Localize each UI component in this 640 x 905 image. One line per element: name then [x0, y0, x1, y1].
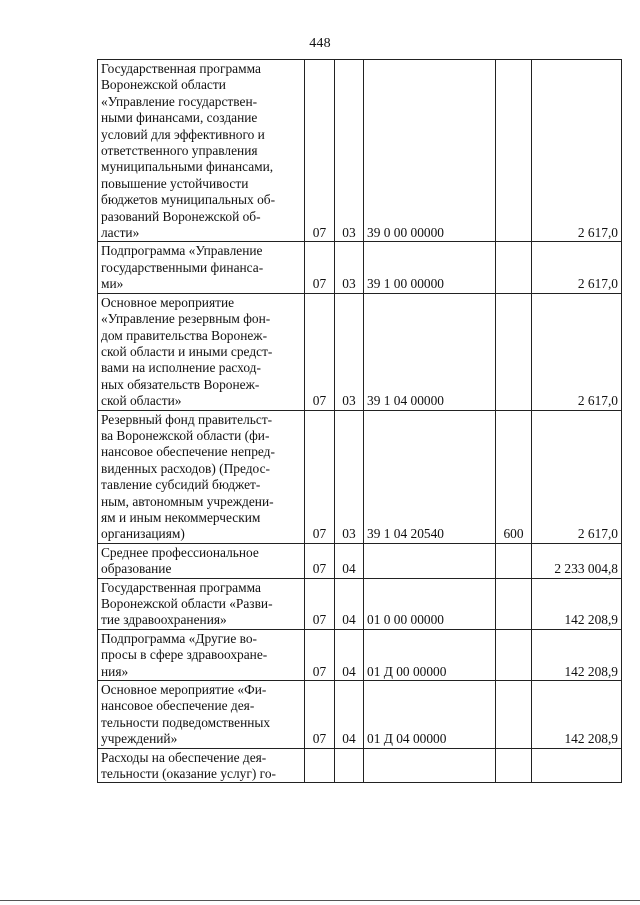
expense-type-cell	[496, 748, 532, 783]
section-code-cell	[305, 748, 335, 783]
expense-type-cell	[496, 629, 532, 680]
table-row	[98, 293, 622, 410]
section-code-cell: 07	[305, 293, 335, 410]
target-article-cell	[364, 748, 496, 783]
table-row	[98, 60, 622, 242]
section-code-cell: 07	[305, 242, 335, 293]
amount-cell	[532, 748, 622, 783]
table-row	[98, 681, 622, 749]
target-article-cell: 39 1 04 20540	[364, 410, 496, 543]
subsection-code-cell	[335, 748, 364, 783]
row-name-cell: Государственная программа Воронежской области «Управление государствен- ными финансами, создание условий для эффективного и ответственного управления муниципальными финансами, повышение устойчивости бюджетов муниципальных об- разований Воронежской об- ласти»	[98, 60, 305, 242]
table-row	[98, 748, 622, 783]
table-row	[98, 629, 622, 680]
table-row	[98, 410, 622, 543]
expense-type-cell	[496, 293, 532, 410]
target-article-cell: 39 1 00 00000	[364, 242, 496, 293]
amount-cell: 2 617,0	[532, 60, 622, 242]
section-code-cell: 07	[305, 60, 335, 242]
table-row	[98, 242, 622, 293]
section-code-cell: 07	[305, 543, 335, 578]
subsection-code-cell: 04	[335, 578, 364, 629]
row-name-cell: Подпрограмма «Управление государственными финанса- ми»	[98, 242, 305, 293]
budget-table-body	[98, 60, 622, 783]
expense-type-cell	[496, 543, 532, 578]
amount-cell: 2 617,0	[532, 410, 622, 543]
amount-cell: 2 233 004,8	[532, 543, 622, 578]
table-row	[98, 578, 622, 629]
subsection-code-cell: 03	[335, 60, 364, 242]
section-code-cell: 07	[305, 629, 335, 680]
page-number: 448	[309, 36, 331, 51]
table-row	[98, 543, 622, 578]
subsection-code-cell: 04	[335, 629, 364, 680]
subsection-code-cell: 03	[335, 410, 364, 543]
subsection-code-cell: 03	[335, 293, 364, 410]
amount-cell: 2 617,0	[532, 293, 622, 410]
expense-type-cell	[496, 578, 532, 629]
target-article-cell	[364, 543, 496, 578]
target-article-cell: 39 1 04 00000	[364, 293, 496, 410]
row-name-cell: Основное мероприятие «Фи- нансовое обеспечение дея- тельности подведомственных учреждений»	[98, 681, 305, 749]
expense-type-cell	[496, 242, 532, 293]
amount-cell: 142 208,9	[532, 578, 622, 629]
row-name-cell: Государственная программа Воронежской области «Разви- тие здравоохранения»	[98, 578, 305, 629]
row-name-cell: Расходы на обеспечение дея- тельности (оказание услуг) го-	[98, 748, 305, 783]
subsection-code-cell: 04	[335, 543, 364, 578]
section-code-cell: 07	[305, 578, 335, 629]
row-name-cell: Среднее профессиональное образование	[98, 543, 305, 578]
target-article-cell: 01 0 00 00000	[364, 578, 496, 629]
target-article-cell: 01 Д 00 00000	[364, 629, 496, 680]
row-name-cell: Основное мероприятие «Управление резервным фон- дом правительства Воронеж- ской области и иными средст- вами на исполнение расход- ных обязательств Воронеж- ской области»	[98, 293, 305, 410]
budget-table	[97, 59, 622, 783]
target-article-cell: 01 Д 04 00000	[364, 681, 496, 749]
amount-cell: 142 208,9	[532, 629, 622, 680]
expense-type-cell: 600	[496, 410, 532, 543]
expense-type-cell	[496, 681, 532, 749]
row-name-cell: Подпрограмма «Другие во- просы в сфере здравоохране- ния»	[98, 629, 305, 680]
row-name-cell: Резервный фонд правительст- ва Воронежской области (фи- нансовое обеспечение непред- виденных расходов) (Предос- тавление субсидий бюджет- ным, автономным учреждени- ям и иным некоммерческим организациям)	[98, 410, 305, 543]
amount-cell: 2 617,0	[532, 242, 622, 293]
subsection-code-cell: 04	[335, 681, 364, 749]
expense-type-cell	[496, 60, 532, 242]
target-article-cell: 39 0 00 00000	[364, 60, 496, 242]
amount-cell: 142 208,9	[532, 681, 622, 749]
section-code-cell: 07	[305, 681, 335, 749]
section-code-cell: 07	[305, 410, 335, 543]
subsection-code-cell: 03	[335, 242, 364, 293]
page-bottom-rule	[0, 900, 640, 901]
